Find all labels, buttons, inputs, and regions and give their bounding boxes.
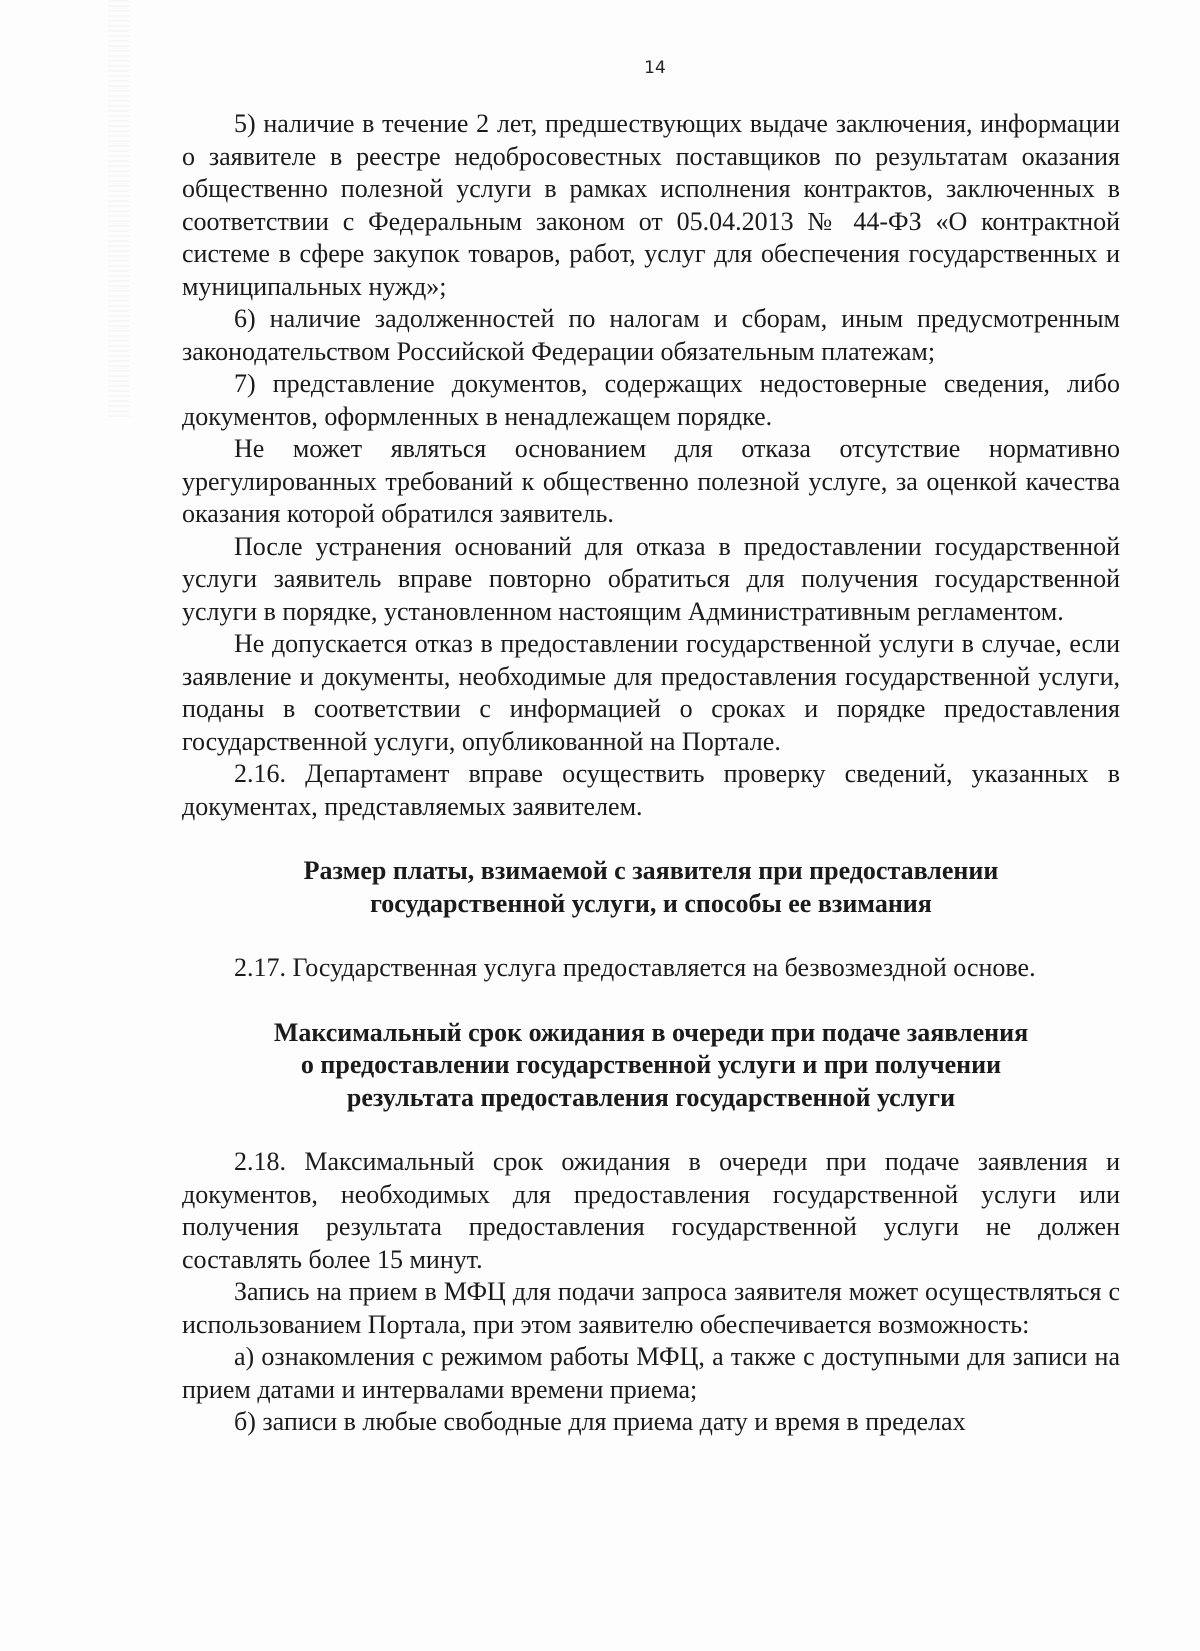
paragraph-2-18: 2.18. Максимальный срок ожидания в очереди при подаче заявления и документов, необходимых для предоставления государственной услуги или получения результата предоставления государственной услуги не должен составлять более 15 минут. bbox=[182, 1147, 1120, 1274]
paragraph-item-5: 5) наличие в течение 2 лет, предшествующих выдаче заключения, информации о заявителе в реестре недобросовестных поставщиков по результатам оказания общественно полезной услуги в рамках исполнения контрактов, заключенных в соответствии с Федеральным законом от 05.04.2013 № 44-ФЗ «О контрактной системе в сфере закупок товаров, работ, услуг для обеспечения государственных и муниципальных нужд»; bbox=[182, 109, 1120, 301]
paragraph-item-b: б) записи в любые свободные для приема дату и время в пределах bbox=[234, 1407, 966, 1436]
section-heading-wait-line1: Максимальный срок ожидания в очереди при подаче заявления bbox=[273, 1017, 1029, 1047]
paragraph-item-7: 7) представление документов, содержащих недостоверные сведения, либо документов, оформленных в ненадлежащем порядке. bbox=[182, 369, 1120, 431]
document-body bbox=[182, 108, 1120, 1439]
section-heading-wait-line3: результата предоставления государственной услуги bbox=[346, 1082, 956, 1112]
section-heading-wait bbox=[182, 1017, 1120, 1115]
page-number: 14 bbox=[644, 58, 666, 78]
section-heading-fee-line1: Размер платы, взимаемой с заявителя при предоставлении bbox=[303, 856, 999, 885]
paragraph-mfc-booking: Запись на прием в МФЦ для подачи запроса заявителя может осуществляться с использованием Портала, при этом заявителю обеспечивается возможность: bbox=[182, 1277, 1120, 1339]
paragraph-reapply: После устранения оснований для отказа в предоставлении государственной услуги заявитель вправе повторно обратиться для получения государственной услуги в порядке, установленном настоящим Административным регламентом. bbox=[182, 531, 1120, 626]
paragraph-item-6: 6) наличие задолженностей по налогам и сборам, иным предусмотренным законодательством Российской Федерации обязательным платежам; bbox=[182, 304, 1120, 366]
paragraph-refusal-note: Не может являться основанием для отказа отсутствие нормативно урегулированных требований к общественно полезной услуге, за оценкой качества оказания которой обратился заявитель. bbox=[182, 434, 1120, 528]
paragraph-2-16: 2.16. Департамент вправе осуществить проверку сведений, указанных в документах, представляемых заявителем. bbox=[182, 759, 1120, 821]
paragraph-item-a: а) ознакомления с режимом работы МФЦ, а также с доступными для записи на прием датами и интервалами времени приема; bbox=[182, 1342, 1120, 1404]
paragraph-refusal-not-allowed: Не допускается отказ в предоставлении государственной услуги в случае, если заявление и документы, необходимые для предоставления государственной услуги, поданы в соответствии с информацией о сроках и порядке предоставления государственной услуги, опубликованной на Портале. bbox=[182, 629, 1120, 756]
section-heading-fee bbox=[182, 855, 1120, 920]
section-heading-wait-line2: о предоставлении государственной услуги и при получении bbox=[300, 1050, 1002, 1079]
section-heading-fee-line2: государственной услуги, и способы ее взимания bbox=[370, 888, 932, 918]
paragraph-2-17: 2.17. Государственная услуга предоставляется на безвозмездной основе. bbox=[234, 953, 1036, 982]
